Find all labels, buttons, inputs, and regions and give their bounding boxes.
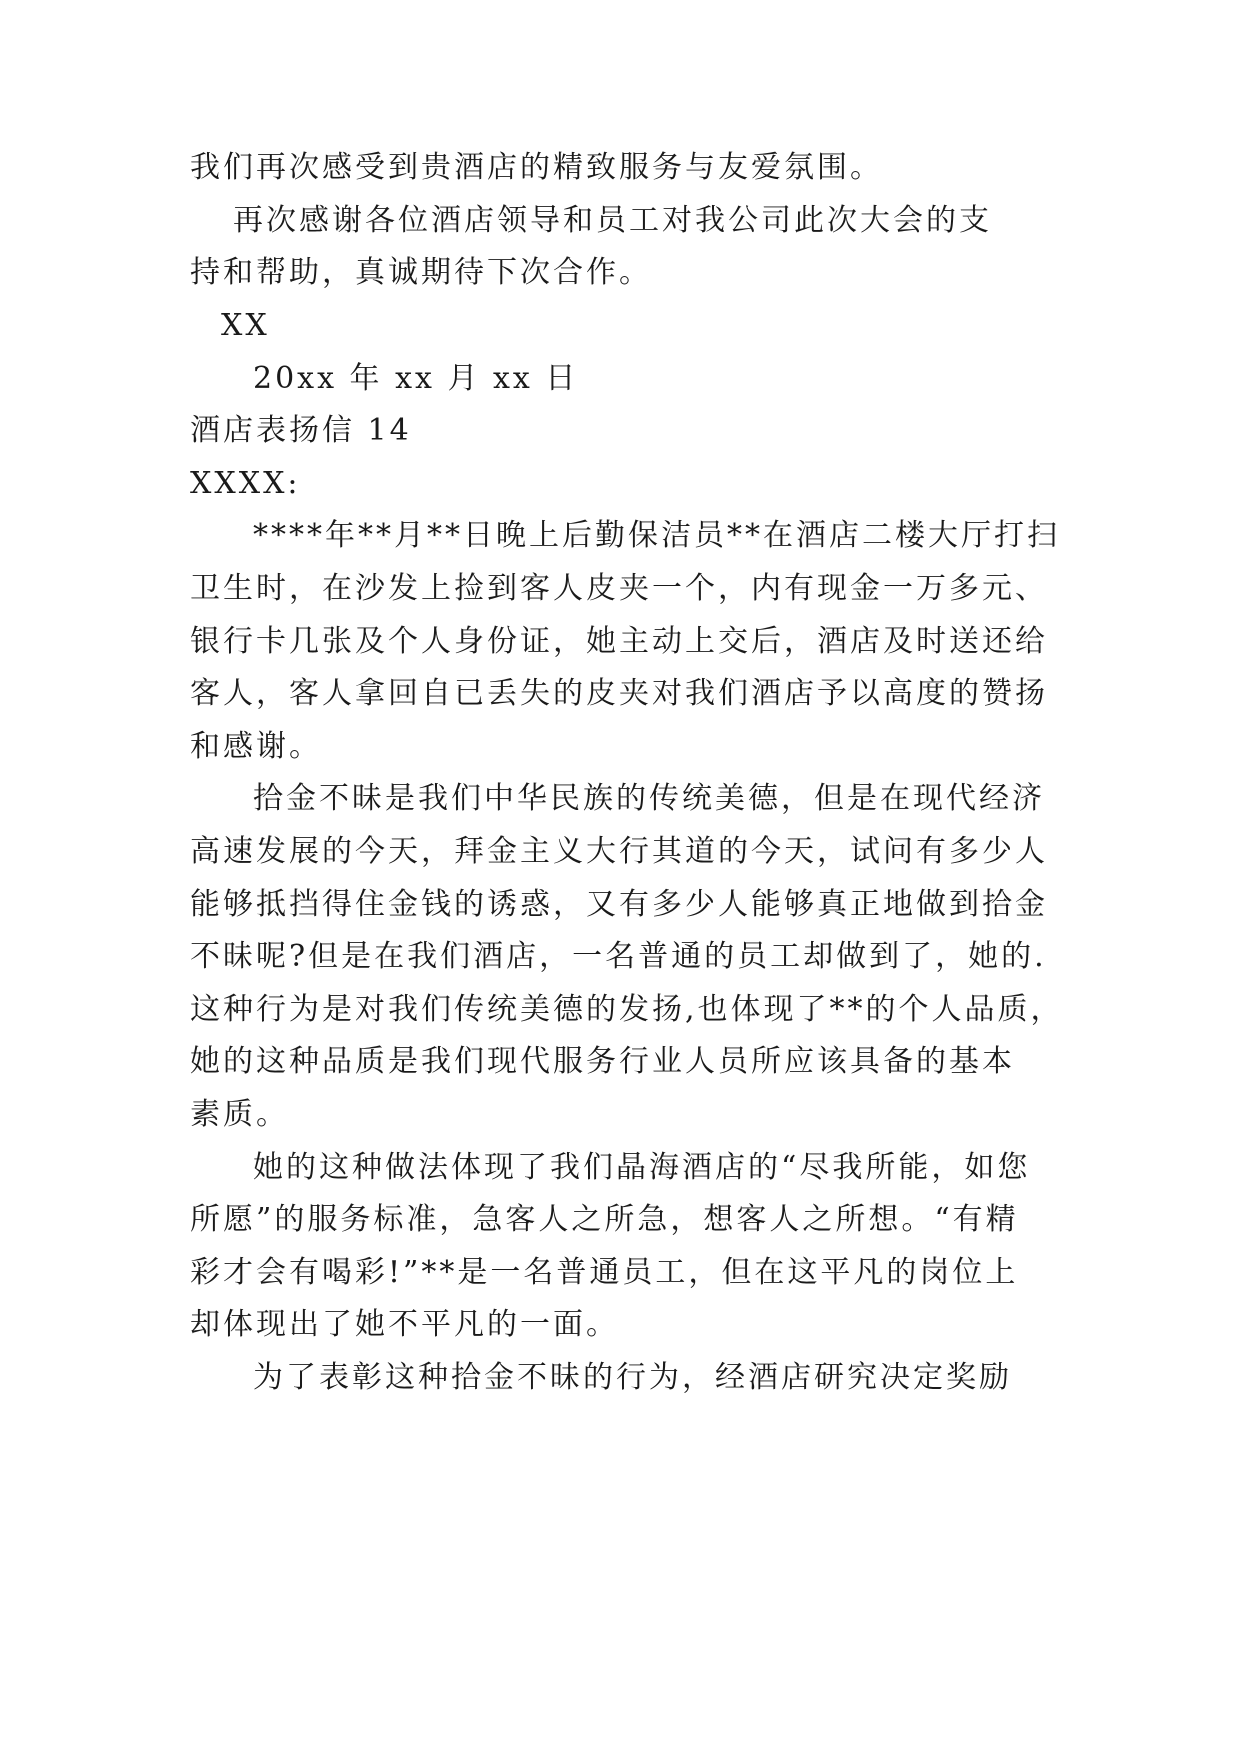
text-line: 客人，客人拿回自已丢失的皮夹对我们酒店予以高度的赞扬 — [190, 676, 1048, 711]
text-line: 持和帮助，真诚期待下次合作。 — [190, 255, 652, 290]
text-line: 她的这种做法体现了我们晶海酒店的“尽我所能，如您 — [253, 1150, 1031, 1185]
text-line: 她的这种品质是我们现代服务行业人员所应该具备的基本 — [190, 1044, 1015, 1079]
text-line: 再次感谢各位酒店领导和员工对我公司此次大会的支 — [233, 203, 992, 238]
text-line: 高速发展的今天，拜金主义大行其道的今天，试问有多少人 — [190, 834, 1048, 869]
text-line: 和感谢。 — [190, 729, 322, 764]
text-line: 银行卡几张及个人身份证，她主动上交后，酒店及时送还给 — [190, 624, 1048, 659]
text-line: ****年**月**日晚上后勤保洁员**在酒店二楼大厅打扫 — [253, 518, 1060, 553]
signature-name: XX — [221, 308, 270, 343]
date-line: 20xx 年 xx 月 xx 日 — [253, 361, 579, 396]
text-line: 却体现出了她不平凡的一面。 — [190, 1307, 619, 1342]
text-line: 拾金不昧是我们中华民族的传统美德，但是在现代经济 — [253, 781, 1045, 816]
text-line: 为了表彰这种拾金不昧的行为，经酒店研究决定奖励 — [253, 1360, 1012, 1395]
letter-title: 酒店表扬信 14 — [190, 413, 412, 448]
text-line: 这种行为是对我们传统美德的发扬,也体现了**的个人品质， — [190, 992, 1064, 1027]
text-line: 素质。 — [190, 1097, 289, 1132]
text-line: 所愿”的服务标准，急客人之所急，想客人之所想。“有精 — [190, 1202, 1019, 1237]
text-line: 不昧呢?但是在我们酒店，一名普通的员工却做到了，她的. — [190, 939, 1047, 974]
salutation: XXXX: — [190, 466, 301, 501]
text-line: 我们再次感受到贵酒店的精致服务与友爱氛围。 — [190, 150, 883, 185]
text-line: 卫生时，在沙发上捡到客人皮夹一个，内有现金一万多元、 — [190, 571, 1048, 606]
text-line: 彩才会有喝彩!”**是一名普通员工，但在这平凡的岗位上 — [190, 1255, 1019, 1290]
text-line: 能够抵挡得住金钱的诱惑，又有多少人能够真正地做到拾金 — [190, 887, 1048, 922]
